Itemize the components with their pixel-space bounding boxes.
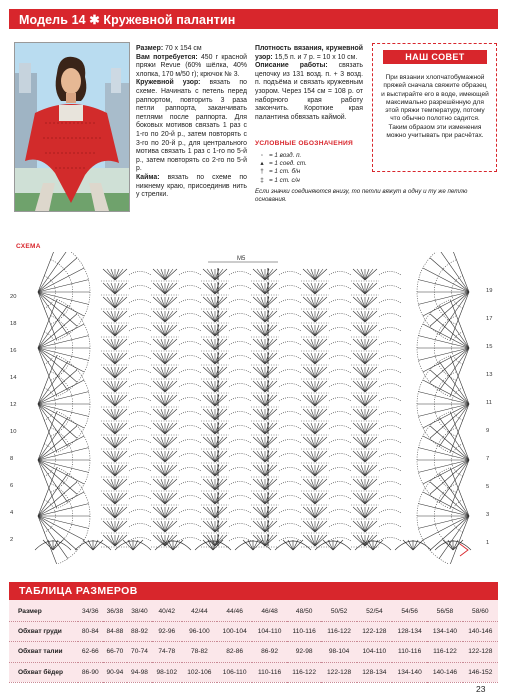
- size-table-cell: 80-84: [78, 622, 103, 642]
- size-table-cell: 44/46: [217, 602, 252, 622]
- size-table-cell: 146-152: [463, 662, 498, 682]
- row-number-right: 17: [486, 316, 493, 322]
- legend: [255, 152, 365, 185]
- size-table-cell: 116-122: [321, 622, 356, 642]
- size-table-cell: 110-116: [392, 642, 427, 662]
- row-number-right: 3: [486, 512, 490, 518]
- edging-value: вязать по схеме по нижнему краю, присоединив нить у стрелки.: [136, 173, 247, 199]
- legend-title: УСЛОВНЫЕ ОБОЗНАЧЕНИЯ: [255, 140, 354, 147]
- size-table-cell: 66-70: [103, 642, 128, 662]
- size-table-cell: 96-100: [182, 622, 217, 642]
- row-number-left: 8: [10, 456, 14, 462]
- size-table-row: [9, 642, 498, 662]
- size-table-cell: 100-104: [217, 622, 252, 642]
- size-table-cell: 116-122: [427, 642, 462, 662]
- size-table-cell: 128-134: [392, 622, 427, 642]
- advice-box: [372, 43, 497, 172]
- row-number-right: 15: [486, 344, 493, 350]
- size-table-cell: 46/48: [252, 602, 287, 622]
- advice-title: НАШ СОВЕТ: [383, 50, 487, 64]
- gauge-value: 15,5 п. и 7 р. = 10 х 10 см.: [274, 53, 358, 61]
- size-table-cell: 86-92: [252, 642, 287, 662]
- materials-label: Вам потребуется:: [136, 53, 198, 61]
- size-table-row-label: Обхват груди: [9, 622, 78, 642]
- size-table-cell: 38/40: [127, 602, 152, 622]
- size-table-cell: 116-122: [287, 662, 322, 682]
- size-value: 70 x 154 см: [165, 45, 202, 52]
- instructions-column-1: [136, 45, 247, 200]
- double-crochet-icon: ‡: [260, 176, 264, 184]
- size-table-cell: 78-82: [182, 642, 217, 662]
- row-number-left: 6: [10, 483, 14, 489]
- row-number-left: 16: [10, 348, 17, 354]
- size-table-cell: 34/36: [78, 602, 103, 622]
- size-table-cell: 48/50: [287, 602, 322, 622]
- crochet-chart: [8, 252, 499, 564]
- row-number-left: 20: [10, 294, 17, 300]
- size-table-cell: 94-98: [127, 662, 152, 682]
- single-crochet-icon: †: [260, 168, 264, 176]
- lace-pattern-value: вязать по схеме. Начинать с петель перед раппортом, повторить 3 раза петли раппорта, заканчивать петлями после раппорта. Для боковых мотивов связать 1 раз с 1-го по 20-й р., затем повторять с 3-го по 20-й р., для центрального мотива связать 1 раз с 1-го по 5-й р., затем повторять со 2-го по 5-й р.: [136, 79, 247, 173]
- size-table-cell: 56/58: [427, 602, 462, 622]
- size-table-row: [9, 662, 498, 682]
- size-table-cell: 98-104: [321, 642, 356, 662]
- work-description-value: связать цепочку из 131 возд. п. + 3 возд. п. подъёма и связать кружевным узором. Через 154 см = 108 р. от наборного края работу закончить. Короткие края палантина обвязать каймой.: [255, 62, 364, 121]
- size-table-cell: 134-140: [427, 622, 462, 642]
- rapport-label: М5: [237, 256, 246, 262]
- size-table-cell: 88-92: [127, 622, 152, 642]
- size-table-cell: 58/60: [463, 602, 498, 622]
- size-table-cell: 92-98: [287, 642, 322, 662]
- row-number-left: 10: [10, 429, 17, 435]
- row-number-right: 9: [486, 428, 490, 434]
- legend-item: ◦ = 1 возд. п.: [255, 152, 365, 160]
- title-bar: [9, 9, 498, 29]
- size-table-cell: 104-110: [252, 622, 287, 642]
- materials-value: 450 г красной пряжи Revue (60% шёлка, 40% хлопка, 170 м/50 г); крючок № 3.: [136, 53, 247, 78]
- size-table-cell: 110-116: [252, 662, 287, 682]
- size-table-row-label: Обхват талии: [9, 642, 78, 662]
- legend-item: ‡ = 1 ст. с/н: [255, 177, 365, 185]
- row-number-right: 13: [486, 372, 493, 378]
- page-title: Модель 14 ✱ Кружевной палантин: [19, 12, 236, 27]
- size-table-cell: 36/38: [103, 602, 128, 622]
- row-number-right: 1: [486, 540, 490, 546]
- size-table-cell: 62-66: [78, 642, 103, 662]
- size-table-cell: 122-128: [463, 642, 498, 662]
- size-table-cell: 140-146: [427, 662, 462, 682]
- size-table-title: ТАБЛИЦА РАЗМЕРОВ: [19, 585, 138, 597]
- legend-item: ▴ = 1 соед. ст.: [255, 160, 365, 168]
- legend-note: Если значки соединяются внизу, то петли вяжут в одну и ту же петлю основания.: [255, 188, 468, 204]
- advice-text: При вязании хлопчатобумажной пряжей сначала свяжите образец и выстирайте его в воде, имеющей максимально разрешённую для этой пряжи температуру, потому что обычно полотно садится. Таким образом эти изменения можно учитывать при расчётах.: [381, 74, 489, 140]
- row-number-right: 7: [486, 456, 490, 462]
- size-table-header: [9, 582, 498, 600]
- size-table-row: [9, 602, 498, 622]
- size-table-row-label: Размер: [9, 602, 78, 622]
- size-table-cell: 84-88: [103, 622, 128, 642]
- row-number-right: 5: [486, 484, 490, 490]
- size-table-cell: 122-128: [321, 662, 356, 682]
- gauge-label: Плотность вязания, кружевной узор:: [255, 45, 363, 61]
- size-table-cell: 54/56: [392, 602, 427, 622]
- row-number-left: 14: [10, 375, 17, 381]
- size-table-cell: 106-110: [217, 662, 252, 682]
- size-table-cell: 40/42: [152, 602, 182, 622]
- row-number-right: 19: [486, 288, 493, 294]
- legend-item: † = 1 ст. б/н: [255, 168, 365, 176]
- size-table-cell: 110-116: [287, 622, 322, 642]
- size-table-cell: 50/52: [321, 602, 356, 622]
- size-table-cell: 70-74: [127, 642, 152, 662]
- row-number-left: 4: [10, 510, 14, 516]
- size-table-cell: 92-96: [152, 622, 182, 642]
- slip-stitch-icon: ▴: [260, 160, 264, 168]
- size-table-cell: 86-90: [78, 662, 103, 682]
- size-table-cell: 90-94: [103, 662, 128, 682]
- size-table: [9, 582, 498, 682]
- instructions-column-2: [255, 45, 363, 122]
- size-table-cell: 74-78: [152, 642, 182, 662]
- model-photo: [14, 42, 130, 212]
- page-number: 23: [476, 684, 486, 694]
- size-table-cell: 104-110: [357, 642, 392, 662]
- size-label: Размер:: [136, 45, 164, 52]
- work-description-label: Описание работы:: [255, 62, 328, 70]
- size-table-cell: 134-140: [392, 662, 427, 682]
- crochet-chart-svg: [8, 252, 499, 564]
- size-table-cell: 128-134: [357, 662, 392, 682]
- chain-stitch-icon: ◦: [260, 152, 264, 159]
- row-number-left: 18: [10, 321, 17, 327]
- edging-label: Кайма:: [136, 173, 160, 181]
- size-table-row-label: Обхват бёдер: [9, 662, 78, 682]
- schema-label: СХЕМА: [16, 243, 41, 250]
- size-table-cell: 102-106: [182, 662, 217, 682]
- row-number-left: 2: [10, 537, 14, 543]
- row-number-right: 11: [486, 400, 493, 406]
- size-table-grid: [9, 602, 498, 683]
- row-number-left: 12: [10, 402, 17, 408]
- size-table-cell: 140-146: [463, 622, 498, 642]
- lace-pattern-label: Кружевной узор:: [136, 79, 201, 87]
- size-table-cell: 82-86: [217, 642, 252, 662]
- size-table-cell: 52/54: [357, 602, 392, 622]
- size-table-row: [9, 622, 498, 642]
- size-table-cell: 122-128: [357, 622, 392, 642]
- size-table-cell: 98-102: [152, 662, 182, 682]
- size-table-cell: 42/44: [182, 602, 217, 622]
